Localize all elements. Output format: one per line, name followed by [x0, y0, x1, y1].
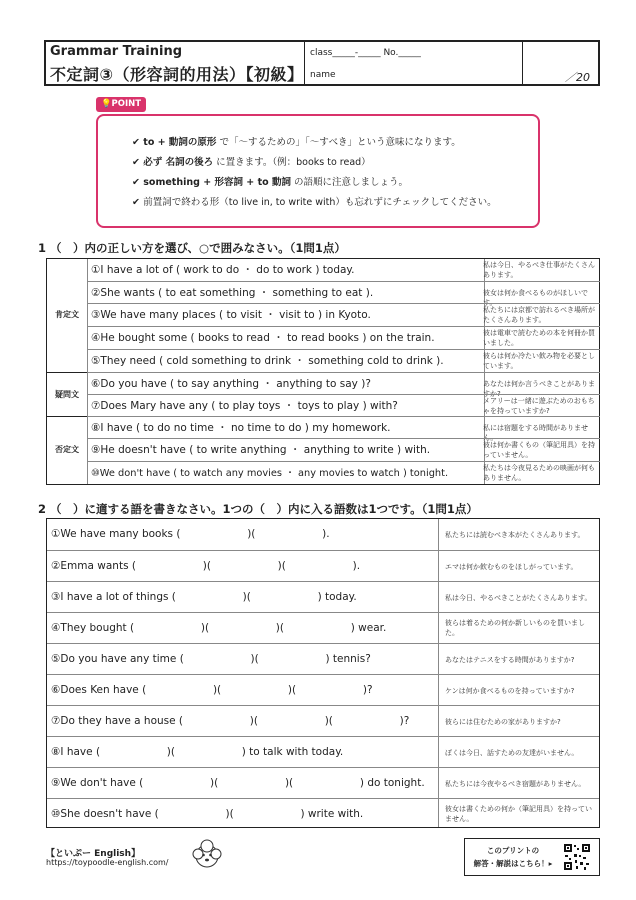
question-row: ①We have many books ( )( ). 私たちには読むべき本がたくさんあります。: [51, 528, 585, 540]
question-row: ⑥Do you have ( to say anything ・ anything to say )? あなたは何か言うべきことがありますか?: [87, 372, 600, 395]
check-icon: ✔: [132, 137, 144, 148]
point-box: [96, 114, 540, 228]
question-row: ⑨We don't have ( )( )( ) do tonight. 私たちには今夜やるべき宿題がありません。: [47, 767, 599, 799]
point-line: ✔ something + 形容詞 + to 動詞 の語順に注意しましょう。: [132, 177, 408, 188]
worksheet-header: [44, 40, 600, 86]
category-affirmative: 肯定文: [55, 310, 79, 319]
question-row: ④He bought some ( books to read ・ to read books ) on the train. 彼は電車で読むための本を何冊か買いました。: [87, 326, 600, 350]
answer-link-box[interactable]: [464, 838, 600, 876]
brand-name: 【といぷー English】: [46, 849, 141, 859]
question-row: ⑦Do they have a house ( )( )( )? 彼らには住むための家がありますか?: [47, 705, 599, 737]
check-icon: ✔: [132, 197, 144, 208]
check-icon: ✔: [132, 157, 144, 168]
section2-title: 2 （ ）に適する語を書きなさい。1つの（ ）内に入る語数は1つです。（1問1点）: [38, 502, 478, 516]
question-row: ②She wants ( to eat something ・ something to eat ). 彼女は何か食べるものがほしいです。: [87, 281, 600, 304]
point-line: ✔ 必ず 名詞の後ろ に置きます。（例：books to read）: [132, 157, 371, 168]
point-badge: [96, 97, 146, 112]
title-english: Grammar Training: [50, 44, 183, 59]
title-cell: [46, 42, 305, 84]
question-row: ⑥Does Ken have ( )( )( )? ケンは何か食べるものを持っていますか?: [47, 674, 599, 706]
brand-url[interactable]: https://toypoodle-english.com/: [46, 858, 169, 867]
question-row: ③I have a lot of things ( )( ) today. 私は今日、やるべきことがたくさんあります。: [47, 581, 599, 613]
section1-title: 1 （ ）内の正しい方を選び、○で囲みなさい。（1問1点）: [38, 241, 346, 255]
title-japanese: 不定詞③（形容詞的用法）【初級】: [50, 65, 304, 84]
question-row: ⑧I have ( )( ) to talk with today. ぼくは今日、話すための友達がいません。: [47, 736, 599, 768]
question-row: ⑩We don't have ( to watch any movies ・ any movies to watch ) tonight. 私たちは今夜見るための映画が何もありません。: [87, 461, 600, 485]
answer-link-line2: 解答・解説はこちら！▸: [473, 859, 553, 868]
point-badge-label: POINT: [111, 99, 142, 109]
question-row: ④They bought ( )( )( ) wear. 彼らは着るための何か新しいものを買いました。: [47, 612, 599, 644]
question-row: ⑨He doesn't have ( to write anything ・ anything to write ) with. 彼は何か書くもの（筆記用具）を持っていません。: [87, 438, 600, 462]
category-question: 疑問文: [55, 390, 79, 399]
question-row: ⑤They need ( cold something to drink ・ something cold to drink ). 彼らは何か冷たい飲み物を必要としています。: [87, 349, 600, 373]
qr-code-icon[interactable]: [563, 843, 591, 871]
question-row: ③We have many places ( to visit ・ visit to ) in Kyoto. 私たちには京都で訪れるべき場所がたくさんあります。: [87, 303, 600, 327]
class-number-field: class_____-_____ No._____: [310, 48, 421, 58]
point-line: ✔ 前置詞で終わる形（to live in, to write with）も忘れずにチェックしてください。: [132, 197, 497, 208]
name-field: name: [310, 70, 336, 80]
question-row: ⑤Do you have any time ( )( ) tennis? あなたはテニスをする時間がありますか?: [47, 643, 599, 675]
question-row: ①I have a lot of ( work to do ・ do to work ) today. 私は今日、やるべき仕事がたくさんあります。: [91, 261, 595, 279]
check-icon: ✔: [132, 177, 144, 188]
point-line: ✔ to + 動詞の原形 で「〜するための」「〜すべき」という意味になります。: [132, 137, 461, 148]
section2-table: [46, 518, 600, 828]
answer-link-line1: このプリントの: [486, 846, 540, 855]
score-field: ／20: [565, 71, 590, 84]
student-info-cell: [304, 42, 523, 84]
lightbulb-icon: 💡: [100, 99, 112, 109]
section1-table: [46, 258, 600, 485]
question-row: ⑩She doesn't have ( )( ) write with. 彼女は書くための何か（筆記用具）を持っていません。: [47, 798, 599, 828]
category-negative: 否定文: [55, 445, 79, 454]
question-row: ⑧I have ( to do no time ・ no time to do ) my homework. 私には宿題をする時間がありません。: [87, 416, 600, 439]
poodle-logo-icon: [188, 836, 226, 874]
question-row: ⑦Does Mary have any ( to play toys ・ toys to play ) with? メアリーは一緒に遊ぶためのおもちゃを持っていますか?: [87, 394, 600, 417]
question-row: ②Emma wants ( )( )( ). エマは何か飲むものをほしがっています。: [47, 550, 599, 582]
